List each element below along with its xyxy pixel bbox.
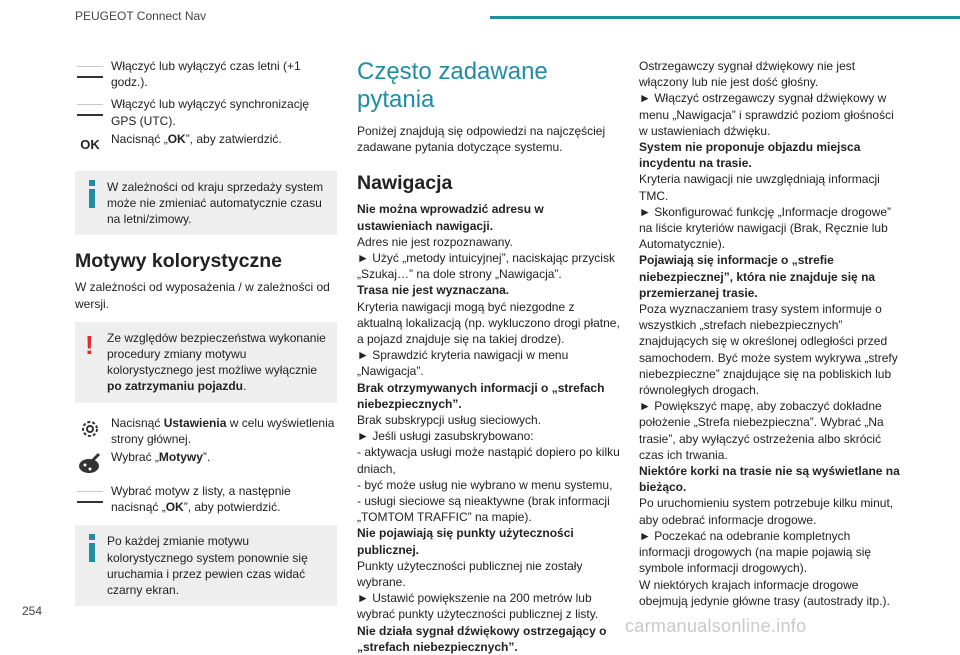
text-bold: Motywy: [158, 450, 203, 465]
list-item-icon: [75, 483, 105, 511]
question: Nie pojawiają się punkty użyteczności publicznej.: [357, 526, 574, 557]
question: Pojawiają się informacje o „strefie niebezpiecznej”, która nie znajduje się na przemierzanej trasie.: [639, 253, 876, 300]
step-ok: [75, 131, 337, 161]
answer: ► Użyć „metody intuicyjnej”, naciskając przycisk „Szukaj…” na dole strony „Nawigacja”.: [357, 251, 615, 282]
answer: Kryteria nawigacji mogą być niezgodne z aktualną lokalizacją (np. wykluczono drogi płatne, a pojazd znajduje się na takiej drodze).: [357, 299, 620, 347]
step-settings: [75, 415, 337, 447]
watermark: carmanualsonline.info: [625, 616, 807, 636]
section-title-themes: Motywy kolorystyczne: [75, 250, 282, 273]
answer: ► Jeśli usługi zasubskrybowano:: [357, 429, 534, 444]
question: Nie można wprowadzić adresu w ustawieniach nawigacji.: [357, 202, 544, 233]
text: Nacisnąć: [111, 415, 164, 430]
warning-note-themes: [75, 322, 337, 403]
question: Nie działa sygnał dźwiękowy ostrzegający o „strefach niebezpiecznych”.: [357, 623, 607, 654]
answer: Ostrzegawczy sygnał dźwiękowy nie jest włączony lub nie jest dość głośny.: [639, 59, 856, 90]
text: .: [243, 379, 247, 394]
answer: Poza wyznaczaniem trasy system informuje o wszystkich „strefach niebezpiecznych” znajdujących się w określonej odległości przed samochodem. Być może system wykrywa „strefy niebezpieczne” znajdujące się na pobliskich lub równoległych drogach.: [639, 302, 898, 398]
answer: - być może usług nie wybrano w menu systemu,: [357, 477, 613, 492]
text: ”, aby zatwierdzić.: [185, 131, 282, 146]
step-sync-text: Włączyć lub wyłączyć synchronizację GPS (UTC).: [111, 97, 310, 128]
step-choose: [75, 483, 337, 515]
question: Brak otrzymywanych informacji o „strefach niebezpiecznych”.: [357, 380, 605, 411]
column-right: [639, 58, 901, 609]
answer: ► Poczekać na odebranie kompletnych informacji drogowych (na mapie pojawią się symbole informacji drogowych).: [639, 528, 872, 576]
info-note-text: W zależności od kraju sprzedaży system może nie zmieniać automatycznie czasu na letni/zimowy.: [107, 179, 324, 227]
info-icon: [85, 534, 99, 564]
faq-title: Często zadawane pytania: [357, 58, 548, 113]
answer: W niektórych krajach informacje drogowe obejmują jedynie główne trasy (autostrady itp.).: [639, 577, 890, 608]
step-sync: [75, 96, 337, 128]
step-choose-text: [111, 483, 337, 515]
themes-intro: W zależności od wyposażenia / w zależności od wersji.: [75, 280, 330, 311]
step-dst: [75, 58, 337, 90]
answer: ► Ustawić powiększenie na 200 metrów lub wybrać punkty użyteczności publicznej z listy.: [357, 591, 599, 622]
text: Ze względów bezpieczeństwa wykonanie procedury zmiany motywu kolorystycznego jest możliwe wyłącznie: [107, 330, 326, 378]
info-note-text: Po każdej zmianie motywu kolorystycznego system ponownie się uruchamia i przez pewien czas widać czarny ekran.: [107, 534, 308, 598]
step-themes: [75, 449, 337, 479]
answer: ► Sprawdzić kryteria nawigacji w menu „Nawigacja”.: [357, 348, 569, 379]
step-themes-text: [111, 449, 337, 465]
answer: ► Powiększyć mapę, aby zobaczyć dokładne położenie „Strefa niebezpieczna”. Wybrać „Na trasie”, aby wyłączyć ostrzeżenia albo skrócić czas ich trwania.: [639, 399, 884, 462]
question: System nie proponuje objazdu miejsca incydentu na trasie.: [639, 140, 861, 171]
toggle-icon: [75, 96, 105, 124]
text: ”.: [202, 450, 211, 465]
step-settings-text: [111, 415, 337, 447]
info-note-time: [75, 171, 337, 236]
text: ”, aby potwierdzić.: [183, 500, 281, 515]
question: Trasa nie jest wyznaczana.: [357, 283, 510, 298]
section-title-navigation: Nawigacja: [357, 172, 453, 195]
page-number: 254: [22, 604, 43, 618]
column-middle: [357, 58, 620, 655]
answer: Punkty użyteczności publicznej nie zostały wybrane.: [357, 558, 583, 590]
text-bold: OK: [167, 131, 186, 146]
palette-icon: [75, 449, 105, 477]
text-bold: po zatrzymaniu pojazdu: [107, 379, 244, 394]
answer: ► Skonfigurować funkcję „Informacje drogowe” na liście kryteriów nawigacji (Brak, Ręcznie lub Automatycznie).: [639, 204, 891, 252]
header-accent-bar: [490, 16, 960, 19]
ok-icon-label: OK: [80, 136, 100, 152]
text-bold: OK: [165, 500, 184, 515]
info-icon: [85, 180, 99, 210]
text: Nacisnąć „: [111, 131, 168, 146]
answer: Kryteria nawigacji nie uwzględniają informacji TMC.: [639, 172, 880, 203]
answer: - usługi sieciowe są nieaktywne (brak informacji „TOMTOM TRAFFIC” na mapie).: [357, 494, 610, 525]
text: Wybrać motyw z listy, a następnie nacisnąć „: [111, 484, 291, 515]
toggle-icon: [75, 58, 105, 86]
question: Niektóre korki na trasie nie są wyświetlane na bieżąco.: [639, 464, 900, 495]
step-ok-text: [111, 131, 337, 147]
ok-icon: [75, 131, 105, 159]
step-dst-text: Włączyć lub wyłączyć czas letni (+1 godz.).: [111, 59, 301, 90]
warning-note-text: [83, 330, 329, 395]
text: Wybrać „: [111, 450, 159, 465]
answer: Po uruchomieniu system potrzebuje kilku minut, aby odebrać informacje drogowe.: [639, 496, 894, 527]
text: w celu wyświetlenia strony głównej.: [111, 415, 335, 446]
info-note-restart: [75, 525, 337, 606]
answer: - aktywacja usługi może nastąpić dopiero po kilku dniach,: [357, 445, 620, 476]
answer: Brak subskrypcji usług sieciowych.: [357, 413, 542, 428]
column-left: [75, 58, 337, 618]
header-title: PEUGEOT Connect Nav: [75, 9, 207, 23]
warning-icon: !: [85, 329, 94, 360]
faq-intro: Poniżej znajdują się odpowiedzi na najczęściej zadawane pytania dotyczące systemu.: [357, 124, 606, 155]
answer: ► Włączyć ostrzegawczy sygnał dźwiękowy w menu „Nawigacja” i sprawdzić poziom głośności w ustawieniach dźwięku.: [639, 91, 894, 138]
answer: Adres nie jest rozpoznawany.: [357, 234, 513, 249]
text-bold: Ustawienia: [163, 415, 227, 430]
gear-icon: [75, 415, 105, 443]
